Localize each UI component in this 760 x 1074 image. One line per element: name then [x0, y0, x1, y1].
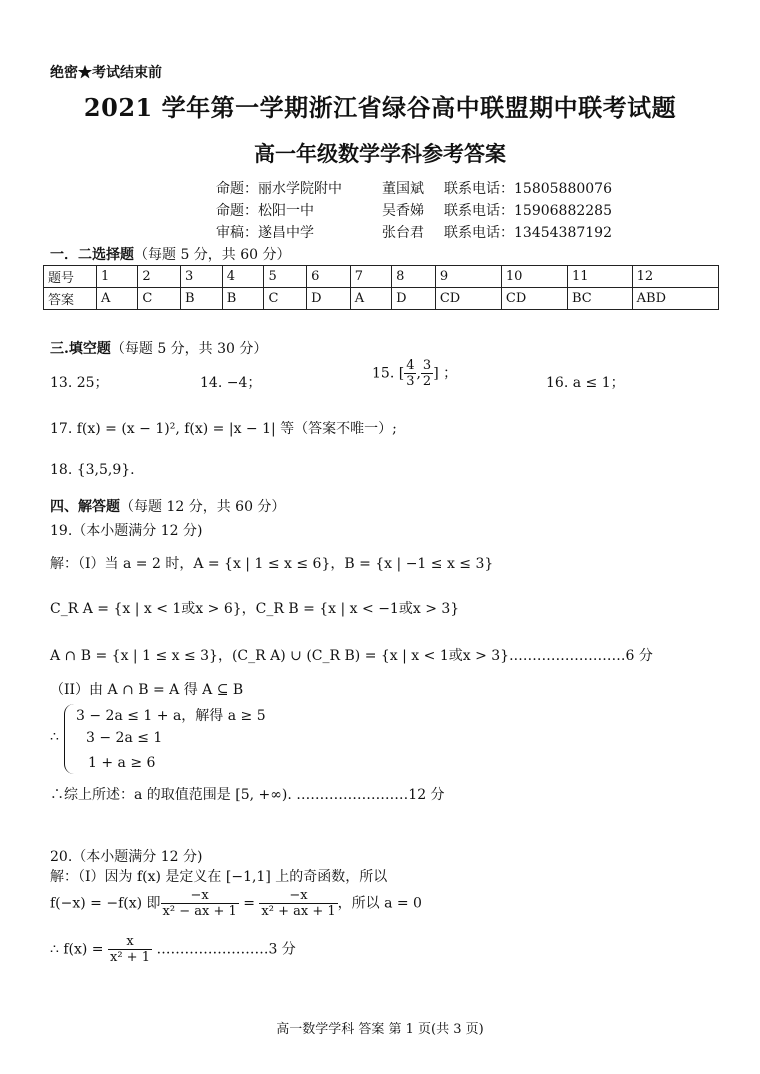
author-line: 命题：丽水学院附中 董国斌 联系电话：15805880076 — [216, 181, 612, 197]
system-equation: 3 − 2a ≤ 1 — [86, 730, 163, 746]
q20-line: 解：（I）因为 f(x) 是定义在 [−1,1] 上的奇函数，所以 — [50, 869, 388, 885]
page-subtitle: 高一年级数学学科参考答案 — [254, 141, 506, 166]
table-row: 答案 A C B B C D A D CD CD BC ABD — [44, 288, 719, 310]
fill-answer-13: 13. 25； — [50, 375, 109, 391]
q20-heading: 20.（本小题满分 12 分) — [50, 849, 203, 865]
confidential-label: 绝密★考试结束前 — [50, 65, 162, 81]
section-heading: 三.填空题（每题 5 分，共 30 分） — [50, 341, 268, 357]
fill-answer-15: 15. [ $\frac{4}{3}$ , $\frac{3}{2}$ ] ； — [372, 358, 458, 389]
fill-answer-14: 14. −4； — [200, 375, 262, 391]
page-title: 2021 学年第一学期浙江省绿谷高中联盟期中联考试题 — [83, 93, 677, 122]
fill-answer-17: 17. f(x) = (x − 1)², f(x) = |x − 1| 等（答案不唯一）; — [50, 421, 397, 437]
section-heading: 一．二选择题（每题 5 分，共 60 分） — [50, 247, 291, 263]
q19-line: C_R A = {x | x < 1或x > 6}，C_R B = {x | x < −1或x > 3} — [50, 601, 460, 617]
q19-heading: 19.（本小题满分 12 分) — [50, 523, 203, 539]
fill-answer-18: 18. {3,5,9}. — [50, 462, 135, 478]
q19-line: （II）由 A ∩ B = A 得 A ⊆ B — [50, 682, 244, 698]
q20-line: f(−x) = −f(x) 即 $\frac{-x}{\text{x² − ax + 1}}$ = $\frac{-x}{\text{x² + ax + 1}}$ ，所以 a = 0 — [50, 888, 422, 919]
q19-line: 解：（I）当 a = 2 时，A = {x | 1 ≤ x ≤ 6}，B = {x | −1 ≤ x ≤ 3} — [50, 556, 494, 572]
fill-answer-16: 16. a ≤ 1； — [546, 375, 625, 391]
system-equation: 1 + a ≥ 6 — [88, 755, 156, 771]
author-line: 审稿：遂昌中学 张台君 联系电话：13454387192 — [216, 225, 612, 241]
section-heading: 四、解答题（每题 12 分，共 60 分） — [50, 499, 286, 515]
q19-line: A ∩ B = {x | 1 ≤ x ≤ 3}，(C_R A) ∪ (C_R B) = {x | x < 1或x > 3}.……………………6 分 — [50, 648, 653, 664]
page-footer: 高一数学学科 答案 第 1 页(共 3 页) — [276, 1022, 484, 1037]
q19-line: ∴综上所述：a 的取值范围是 [5, +∞). ……………………12 分 — [50, 787, 445, 803]
system-brace — [64, 704, 75, 774]
author-line: 命题：松阳一中 吴香娣 联系电话：15906882285 — [216, 203, 612, 219]
q20-line: ∴ f(x) = $\frac{x}{\text{x² + 1}}$ ……………………3 分 — [50, 934, 296, 965]
system-equation: 3 − 2a ≤ 1 + a，解得 a ≥ 5 — [76, 708, 266, 724]
table-row: 题号 1 2 3 4 5 6 7 8 9 10 11 12 — [44, 266, 719, 288]
therefore-symbol: ∴ — [50, 729, 59, 745]
answer-table — [43, 265, 719, 310]
